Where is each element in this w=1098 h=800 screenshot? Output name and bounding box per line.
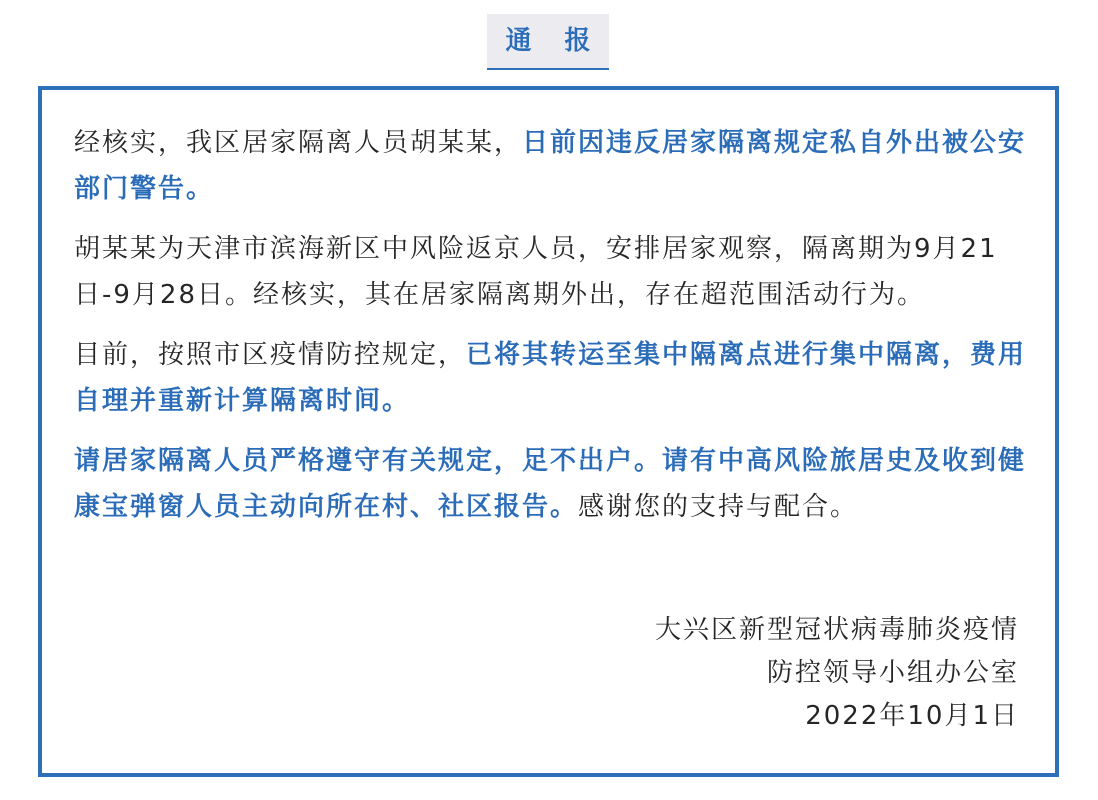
paragraph-1-highlight: 日前因违反居家隔离规定私自外出被公安部门警告。 xyxy=(74,128,1027,204)
paragraph-1-text: 经核实，我区居家隔离人员胡某某， xyxy=(74,128,523,158)
notice-content xyxy=(74,120,1030,544)
paragraph-4 xyxy=(74,438,1030,530)
paragraph-3-text: 目前，按照市区疫情防控规定， xyxy=(74,340,467,370)
notice-box xyxy=(38,86,1059,777)
paragraph-2-text: 胡某某为天津市滨海新区中风险返京人员，安排居家观察，隔离期为9月21日-9月28日。经核实，其在居家隔离期外出，存在超范围活动行为。 xyxy=(74,234,998,310)
page-title: 通 报 xyxy=(505,26,603,56)
signature-block xyxy=(655,609,1019,738)
paragraph-4-text: 感谢您的支持与配合。 xyxy=(578,492,859,522)
paragraph-2 xyxy=(74,226,1030,318)
signature-date: 2022年10月1日 xyxy=(805,701,1019,731)
paragraph-1 xyxy=(74,120,1030,212)
paragraph-3 xyxy=(74,332,1030,424)
paragraph-3-highlight: 已将其转运至集中隔离点进行集中隔离，费用自理并重新计算隔离时间。 xyxy=(74,340,1027,416)
title-tab xyxy=(487,14,609,70)
signature-org-line-2: 防控领导小组办公室 xyxy=(766,658,1019,688)
paragraph-4-highlight: 请居家隔离人员严格遵守有关规定，足不出户。请有中高风险旅居史及收到健康宝弹窗人员主动向所在村、社区报告。 xyxy=(74,446,1027,522)
signature-org-line-1: 大兴区新型冠状病毒肺炎疫情 xyxy=(654,615,1019,645)
